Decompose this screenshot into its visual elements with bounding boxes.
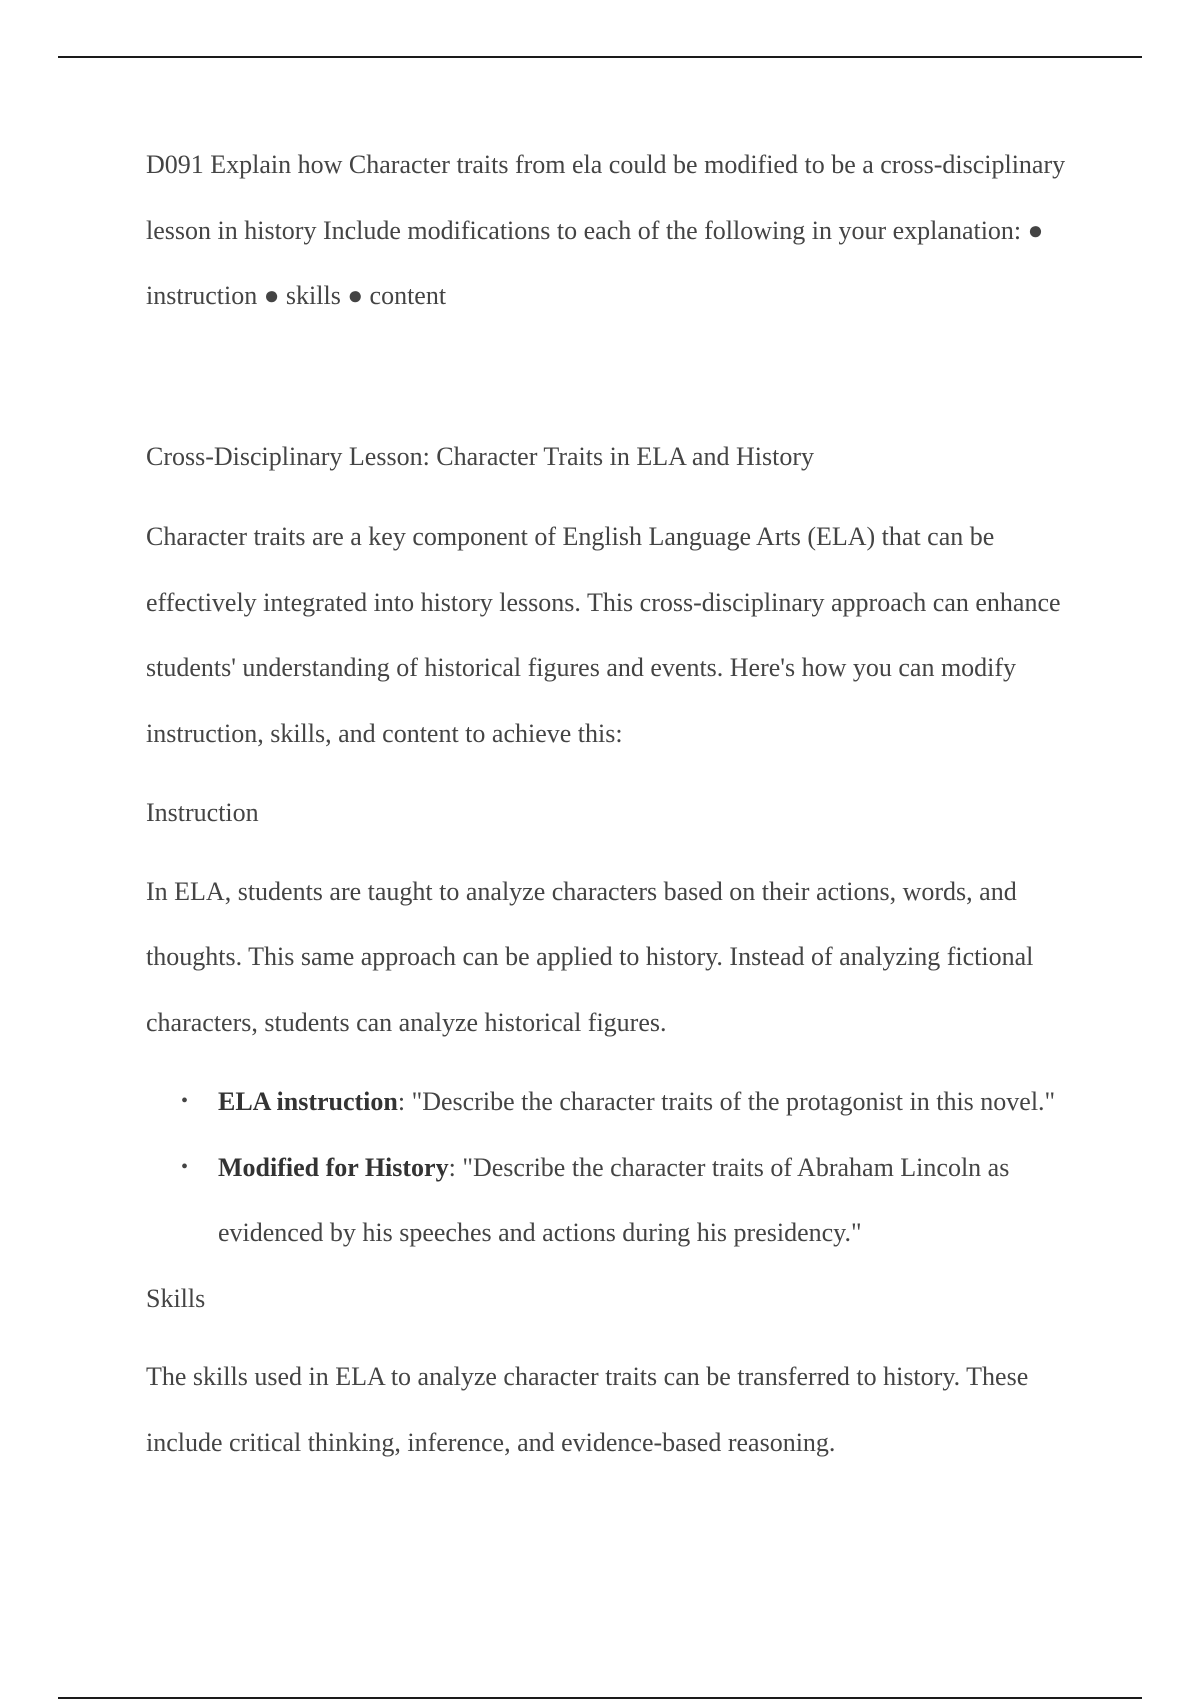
bullet-text: : "Describe the character traits of Abraham Lincoln as evidenced by his speeches and actions during his presidency." (218, 1152, 1010, 1247)
list-item (146, 1135, 1066, 1266)
bullet-label: Modified for History (218, 1152, 449, 1182)
intro-paragraph: Character traits are a key component of English Language Arts (ELA) that can be effectively integrated into history lessons. This cross-disciplinary approach can enhance students' understanding of historical figures and events. Here's how you can modify instruction, skills, and content to achieve this: (146, 522, 1061, 748)
document-body (146, 132, 1066, 1489)
skills-paragraph: The skills used in ELA to analyze character traits can be transferred to history. These include critical thinking, inference, and evidence-based reasoning. (146, 1362, 1029, 1457)
bottom-rule (58, 1697, 1142, 1699)
bullet-text: : "Describe the character traits of the protagonist in this novel." (397, 1087, 1056, 1116)
lesson-title: Cross-Disciplinary Lesson: Character Traits in ELA and History (146, 441, 814, 471)
instruction-bullet-list (146, 1069, 1066, 1266)
top-rule (58, 56, 1142, 58)
instruction-heading: Instruction (146, 798, 259, 827)
list-item (146, 1069, 1066, 1135)
question-text: D091 Explain how Character traits from ela could be modified to be a cross-disciplinary lesson in history Include modifications to each of the following in your explanation: ● instruction ● skills ● content (146, 150, 1066, 310)
skills-heading: Skills (146, 1283, 206, 1313)
bullet-label: ELA instruction (218, 1087, 398, 1116)
instruction-paragraph: In ELA, students are taught to analyze characters based on their actions, words, and thoughts. This same approach can be applied to history. Instead of analyzing fictional characters, students can analyze historical figures. (146, 876, 1034, 1037)
